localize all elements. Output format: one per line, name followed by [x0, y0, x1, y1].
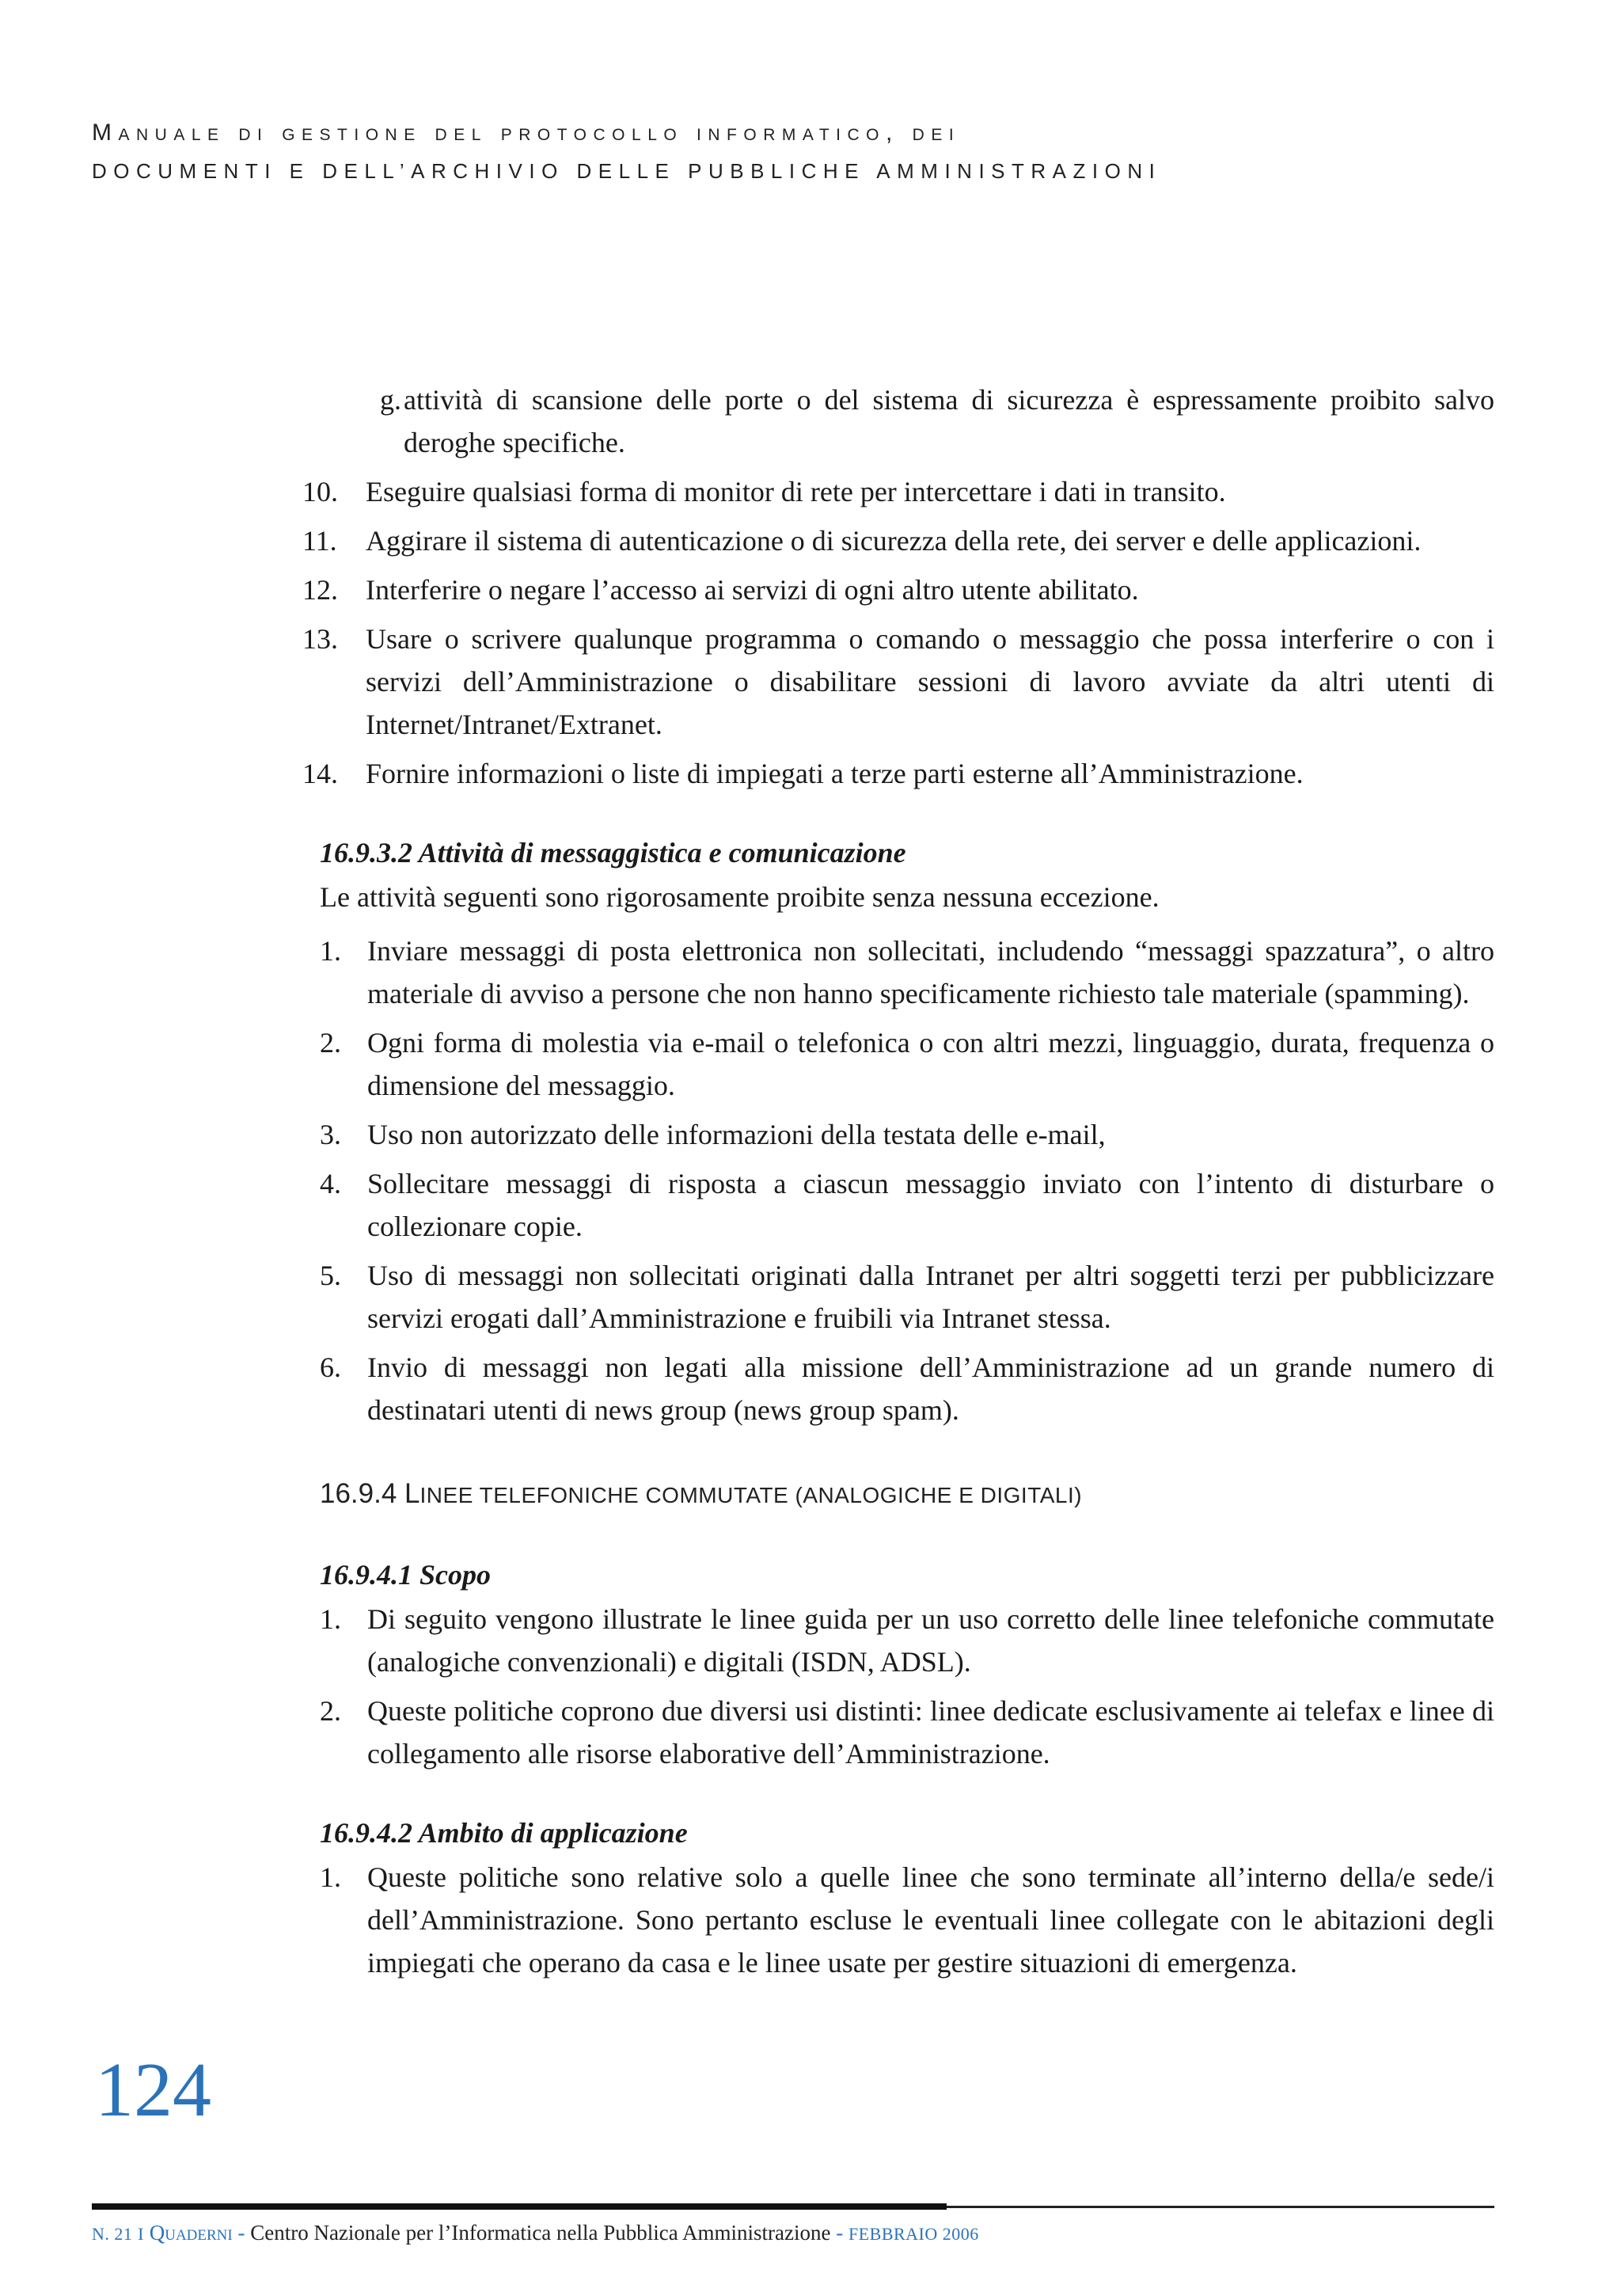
list-item-text: Eseguire qualsiasi forma di monitor di rete per intercettare i dati in transito. — [366, 476, 1226, 507]
list-item-text: Aggirare il sistema di autenticazione o di sicurezza della rete, dei server e delle applicazioni. — [366, 525, 1422, 557]
footer-dash-1: - — [232, 2221, 251, 2245]
list-item-text: Ogni forma di molestia via e-mail o telefonica o con altri mezzi, linguaggio, durata, frequenza o dimensione del messaggio. — [367, 1027, 1494, 1101]
footer-rule-accent — [92, 2203, 947, 2210]
list-item-text: Invio di messaggi non legati alla missione dell’Amministrazione ad un grande numero di destinatari utenti di news group (news group spam). — [367, 1351, 1494, 1426]
list-item-text: Inviare messaggi di posta elettronica non sollecitati, includendo “messaggi spazzatura”, o altro materiale di avviso a persone che non hanno specificamente richiesto tale materiale (spamming). — [367, 935, 1494, 1009]
list-item — [302, 752, 1494, 795]
list-item-text: attività di scansione delle porte o del sistema di sicurezza è espressamente proibito salvo deroghe specifiche. — [404, 384, 1494, 458]
major-heading-title: INEE TELEFONICHE COMMUTATE (ANALOGICHE E DIGITALI) — [419, 1483, 1083, 1507]
running-header — [92, 114, 1517, 190]
list-item-text: Interferire o negare l’accesso ai servizi di ogni altro utente abilitato. — [366, 574, 1139, 606]
list-item-text: Di seguito vengono illustrate le linee guida per un uso corretto delle linee telefoniche commutate (analogiche convenzionali) e digitali (ISDN, ADSL). — [367, 1603, 1494, 1678]
list-item-label: 13. — [302, 623, 338, 655]
list-item — [320, 1113, 1494, 1156]
list-item-text: Uso non autorizzato delle informazioni della testata delle e-mail, — [367, 1119, 1106, 1150]
list-item-label: 10. — [302, 476, 338, 507]
list-item — [320, 1021, 1494, 1107]
list-item-text: Queste politiche coprono due diversi usi distinti: linee dedicate esclusivamente ai telefax e linee di collegamento alle risorse elaborative dell’Amministrazione. — [367, 1695, 1494, 1770]
list-item — [320, 1598, 1494, 1683]
list-item — [302, 618, 1494, 746]
footer-rule — [92, 2206, 1494, 2208]
list-item — [320, 1690, 1494, 1775]
page-number: 124 — [95, 2047, 211, 2133]
list-item-label: 3. — [320, 1119, 341, 1150]
list-item-text: Sollecitare messaggi di risposta a ciascun messaggio inviato con l’intento di disturbare o collezionare copie. — [367, 1168, 1494, 1242]
section-intro: Le attività seguenti sono rigorosamente proibite senza nessuna eccezione. — [320, 881, 1160, 913]
list-item — [302, 519, 1494, 562]
list-item — [320, 378, 1494, 464]
list-item-label: 2. — [320, 1027, 341, 1059]
section-title-scopo: 16.9.4.1 Scopo — [320, 1559, 491, 1591]
list-item — [302, 470, 1494, 513]
footer-date: FEBBRAIO 2006 — [848, 2224, 979, 2244]
list-item-label: 2. — [320, 1695, 341, 1727]
list-item — [320, 1254, 1494, 1340]
footer-separator: I — [138, 2224, 144, 2244]
list-item-text: Queste politiche sono relative solo a quelle linee che sono terminate all’interno della/e sede/i dell’Amministrazione. Sono pertanto escluse le eventuali linee collegate con le abitazioni degli impiegati che operano da casa e le linee usate per gestire situazioni di emergenza. — [367, 1861, 1494, 1979]
footer-issue: N. 21 — [92, 2224, 133, 2244]
list-item-label: g. — [380, 384, 401, 416]
footer-dash-2: - — [830, 2221, 848, 2245]
list-item-label: 1. — [320, 1861, 341, 1893]
list-continued — [302, 378, 1494, 795]
list-item — [302, 568, 1494, 611]
list-scopo — [320, 1598, 1494, 1775]
list-ambito — [320, 1856, 1494, 1984]
list-item-label: 11. — [302, 525, 337, 557]
list-item — [320, 1346, 1494, 1431]
section-title-ambito: 16.9.4.2 Ambito di applicazione — [320, 1817, 688, 1849]
list-item-label: 1. — [320, 1603, 341, 1635]
section-title-messaggistica: 16.9.3.2 Attività di messaggistica e comunicazione — [320, 837, 906, 869]
footer — [92, 2217, 1501, 2250]
major-heading-initial: L — [404, 1478, 420, 1509]
list-item — [320, 1162, 1494, 1248]
list-item-text: Fornire informazioni o liste di impiegati a terze parti esterne all’Amministrazione. — [366, 758, 1304, 789]
footer-publisher: Centro Nazionale per l’Informatica nella Pubblica Amministrazione — [250, 2221, 831, 2245]
list-item-label: 4. — [320, 1168, 341, 1199]
footer-series: Quaderni — [149, 2221, 233, 2245]
list-item-text: Uso di messaggi non sollecitati originati dalla Intranet per altri soggetti terzi per pubblicizzare servizi erogati dall’Amministrazione e fruibili via Intranet stessa. — [367, 1260, 1494, 1334]
list-item-label: 1. — [320, 935, 341, 967]
running-header-line-1: Manuale di gestione del protocollo informatico, dei — [92, 120, 961, 146]
list-item-label: 6. — [320, 1351, 341, 1383]
main-content — [302, 378, 1494, 1990]
major-heading-linee-telefoniche — [320, 1473, 1494, 1517]
list-item — [320, 929, 1494, 1015]
list-item-label: 14. — [302, 758, 338, 789]
list-item-label: 12. — [302, 574, 338, 606]
major-heading-number: 16.9.4 — [320, 1478, 397, 1509]
list-item-label: 5. — [320, 1260, 341, 1291]
list-item — [320, 1856, 1494, 1984]
running-header-line-2: DOCUMENTI E DELL’ARCHIVIO DELLE PUBBLICHE AMMINISTRAZIONI — [92, 159, 1162, 183]
list-messaggistica — [320, 929, 1494, 1431]
list-item-text: Usare o scrivere qualunque programma o comando o messaggio che possa interferire o con i servizi dell’Amministrazione o disabilitare sessioni di lavoro avviate da altri utenti di Internet/Intranet/Extranet. — [366, 623, 1494, 740]
